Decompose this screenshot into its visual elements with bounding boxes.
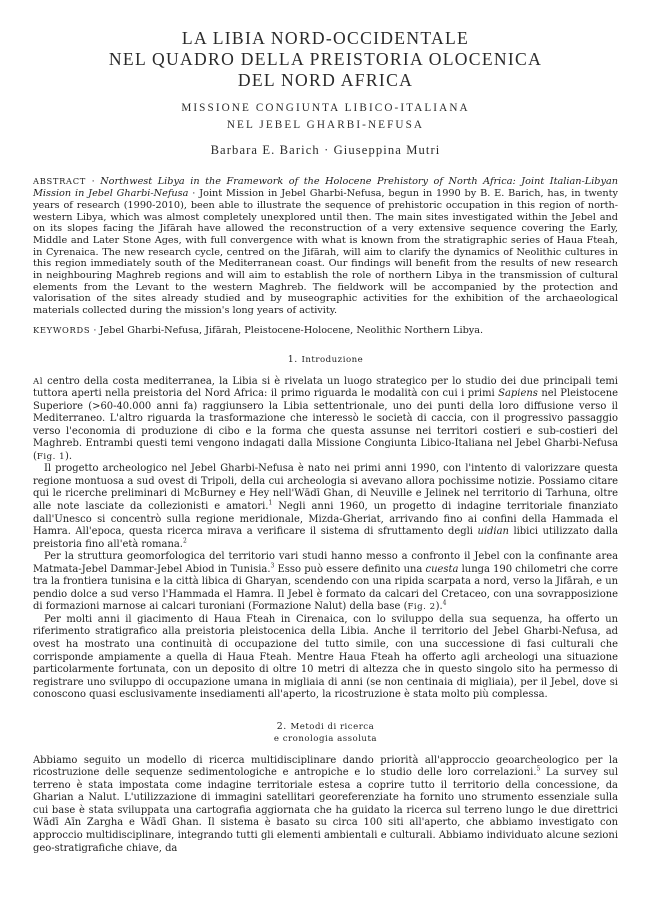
paragraph-2 [33, 463, 618, 551]
abstract-separator: · [86, 176, 101, 188]
footnote-ref-2: 2 [182, 537, 187, 545]
footnote-ref-3: 3 [270, 562, 275, 570]
paragraph-5-text-a: Abbiamo seguito un modello di ricerca multidisciplinare dando priorità all'approccio geoarcheologico per la ricostruzione delle sequenze sedimentologiche e antropiche e lo studio delle loro correlazioni. [33, 754, 618, 779]
keywords-label: KEYWORDS [33, 324, 91, 335]
article-page [33, 28, 618, 855]
section-1-title: Introduzione [301, 354, 364, 365]
section-1-body [33, 376, 618, 702]
title-line-1: LA LIBIA NORD-OCCIDENTALE [181, 28, 470, 48]
paragraph-3 [33, 551, 618, 614]
abstract-text: · Joint Mission in Jebel Gharbi-Nefusa, begun in 1990 by B. E. Barich, has, in twenty years of research (1990-2010), been able to illustrate the sequence of prehistoric occupation in this region of north-western Libya, which was almost completely unexplored until then. The main sites investigated within the Jebel and on its slopes facing the Jifārah have allowed the reconstruction of a very extensive sequence covering the Early, Middle and Later Stone Ages, with full convergence with what is known from the stratigraphic series of Haua Fteah, in Cyrenaica. The new research cycle, centred on the Jifārah, will aim to clarify the dynamics of Neolithic cultures in this region immediately south of the Mediterranean coast. Our findings will benefit from the results of new research in neighbouring Maghreb regions and will aim to establish the role of northern Libya in the transmission of cultural elements from the Levant to the western Maghreb. The fieldwork will be accompanied by the protection and valorisation of the sites already studied and by museographic activities for the exhibition of the archaeological materials collected during the mission's long years of activity. [33, 188, 619, 317]
figure-1-ref: Fig. 1 [36, 451, 66, 462]
section-2-title: Metodi di ricerca [290, 721, 375, 732]
title-line-2: NEL QUADRO DELLA PREISTORIA OLOCENICA [108, 48, 543, 69]
section-2-heading-line-1 [33, 721, 618, 733]
subtitle-line-1: MISSIONE CONGIUNTA LIBICO-ITALIANA [181, 102, 470, 115]
section-2-body [33, 755, 618, 855]
keywords [33, 325, 618, 337]
footnote-ref-5: 5 [536, 765, 541, 773]
paragraph-4: Per molti anni il giacimento di Haua Fteah in Cirenaica, con lo sviluppo della sua sequenza, ha offerto un riferimento stratigrafico alla preistoria pleistocenica della Libia. Anche il territorio del Jebel Gharbi-Nefusa, ad ovest ha mostrato una continuità di occupazione del tutto simile, con una successione di fasi culturali che corrisponde ampiamente a quella di Haua Fteah. Mentre Haua Fteah ha offerto agli archeologi una situazione particolarmente fortunata, con un deposito di oltre 10 metri di altezza che in questo singolo sito ha permesso di registrare uno sviluppo di occupazione umana in migliaia di anni (se non centinaia di migliaia), per il Jebel, dove si conoscono quasi esclusivamente insediamenti all'aperto, la ricostruzione è stata molto più complessa. [33, 613, 618, 701]
article-subtitle [33, 100, 618, 134]
paragraph-2-italic: uidian [477, 526, 509, 538]
section-2-number: 2. [276, 720, 291, 732]
abstract-label: ABSTRACT [33, 176, 87, 187]
paragraph-2-text-a: Il progetto archeologico nel Jebel Gharbi-Nefusa è nato nei primi anni 1990, con l'intento di valorizzare questa regione montuosa a sud ovest di Tripoli, della cui archeologia si avevano allora pochissime notizie. Possiamo citare qui le ricerche preliminari di McBurney e Hey nell'Wādī Ghan, di Neuville e Jelinek nel territorio di Tarhuna, oltre alle note lasciate da collezionisti e amatori. [33, 463, 618, 512]
figure-2-ref: Fig. 2 [407, 602, 436, 613]
section-2-heading [33, 721, 618, 745]
paragraph-2-text-c: libici utilizzato dalla preistoria fino all'età romana. [33, 526, 619, 550]
footnote-ref-1: 1 [268, 499, 273, 507]
paragraph-1 [33, 376, 618, 464]
paragraph-5-text-b: La survey sul terreno è stata impostata come indagine territoriale estesa a coprire tutto il territorio della concessione, da Gharian a Nalut. L'utilizzazione di immagini satellitari georeferenziate ha fornito uno strumento essenziale sulla cui base è stata sviluppata una cartografia aggiornata che ha guidato la ricerca sul terreno lungo le due direttrici Wādī Aīn Zargha e Wādī Ghan. Il sistema è basato su circa 100 siti all'aperto, che abbiamo investigato con approccio multidisciplinare, integrando tutti gli elementi ambientali e culturali. Abbiamo individuato alcune sezioni geo-stratigrafiche chiave, da [33, 767, 618, 854]
paragraph-5 [33, 755, 618, 855]
article-title [33, 28, 618, 90]
paragraph-1-dropcap: Al [33, 376, 43, 387]
paragraph-3-text-c: lunga 190 chilometri che corre tra la frontiera tunisina e la città libica di Gharyan, scendendo con una ripida scarpata a nord, verso la Jifārah, e un pendio dolce a sud verso l'Hammada el Hamra. Il Jebel è formato da calcari del Cretaceo, con una sovrapposizione di formazioni marnose ai calcari turoniani (Formazione Nalut) della base ( [33, 563, 618, 613]
section-2-heading-line-2: e cronologia assoluta [273, 733, 378, 744]
footnote-ref-4: 4 [442, 600, 447, 608]
subtitle-line-2: NEL JEBEL GHARBI-NEFUSA [226, 119, 425, 132]
abstract [33, 176, 618, 316]
paragraph-1-italic: Sapiens [498, 388, 538, 400]
paragraph-3-text-b: Esso può essere definito una [274, 563, 426, 575]
section-1-number: 1. [287, 353, 302, 365]
paragraph-3-text-d: ). [435, 601, 443, 613]
paragraph-1-text-a: centro della costa mediterranea, la Libia si è rivelata un luogo strategico per lo studio dei due principali temi tuttora aperti nella preistoria del Nord Africa: il primo riguarda le modalità con cui i primi [33, 375, 618, 400]
authors: Barbara E. Barich · Giuseppina Mutri [210, 143, 441, 158]
title-line-3: DEL NORD AFRICA [237, 69, 414, 90]
paragraph-3-italic: cuesta [425, 563, 459, 575]
paragraph-2-text-b: Negli anni 1960, un progetto di indagine territoriale finanziato dall'Unesco si concentrò sulla regione meridionale, Mizda-Gheriat, arrivando fino ai confini della Hammada el Hamra. All'epoca, questa ricerca mirava a verificare il sistema di sfruttamento degli [33, 501, 618, 538]
paragraph-1-text-c: ). [65, 450, 73, 462]
keywords-text: Jebel Gharbi-Nefusa, Jifārah, Pleistocene-Holocene, Neolithic Northern Libya. [99, 324, 484, 336]
section-1-heading [33, 354, 618, 366]
paragraph-3-text-a: Per la struttura geomorfologica del territorio vari studi hanno messo a confronto il Jebel con la confinante area Matmata-Jebel Dammar-Jebel Abiod in Tunisia. [33, 551, 618, 575]
paragraph-1-text-b: nel Pleistocene Superiore (>60-40.000 anni fa) raggiunsero la Libia settentrionale, uno dei punti della loro diffusione verso il Mediterraneo. L'altro riguarda la trasformazione che interessò le società di caccia, con il progressivo passaggio verso l'economia di produzione di cibo e la forma che questa assunse nei territori costieri e sub-costieri del Maghreb. Entrambi questi temi vengono indagati dalla Missione Congiunta Libico-Italiana nel Jebel Gharbi-Nefusa ( [33, 388, 618, 462]
keywords-separator: · [90, 324, 100, 336]
abstract-english-title: Northwest Libya in the Framework of the Holocene Prehistory of North Africa: Joint Italian-Libyan Mission in Jebel Gharbi-Nefusa [33, 176, 618, 200]
